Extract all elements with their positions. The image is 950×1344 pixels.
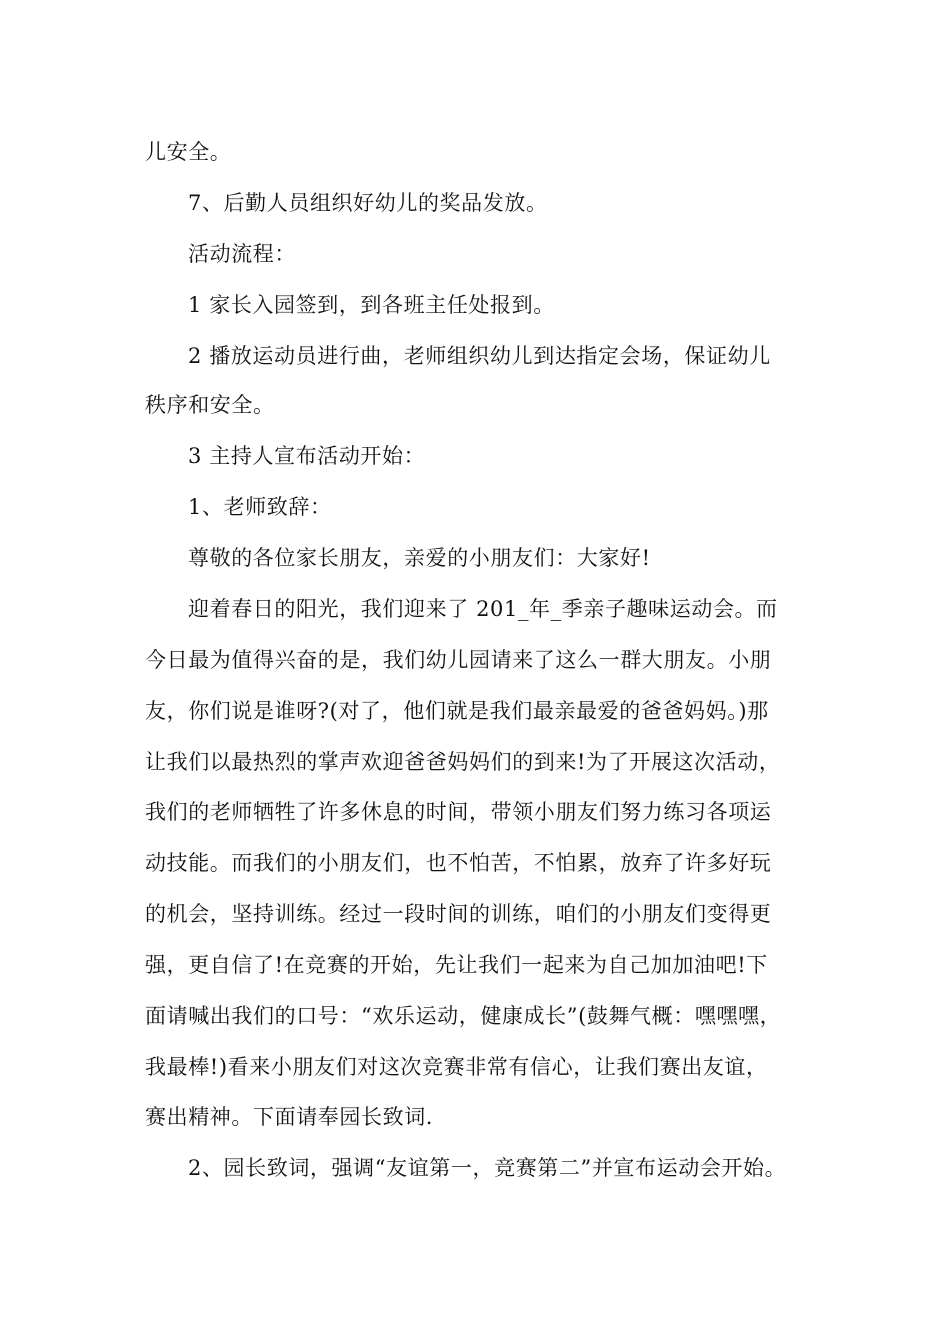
text-line: 活动流程： <box>188 242 296 266</box>
text-line: 强，更自信了!在竞赛的开始，先让我们一起来为自己加加油吧!下 <box>145 953 768 977</box>
text-line: 动技能。而我们的小朋友们，也不怕苦，不怕累，放弃了许多好玩 <box>145 851 772 875</box>
text-line: 儿安全。 <box>145 140 232 164</box>
text-line: 2 播放运动员进行曲，老师组织幼儿到达指定会场，保证幼儿 <box>188 344 771 368</box>
text-line: 我们的老师牺牲了许多休息的时间，带领小朋友们努力练习各项运 <box>145 800 772 824</box>
text-line: 的机会，坚持训练。经过一段时间的训练，咱们的小朋友们变得更 <box>145 902 772 926</box>
text-line: 让我们以最热烈的掌声欢迎爸爸妈妈们的到来!为了开展这次活动， <box>145 750 781 774</box>
text-line: 迎着春日的阳光，我们迎来了 201_年_季亲子趣味运动会。而 <box>188 597 778 621</box>
text-line: 秩序和安全。 <box>145 393 275 417</box>
text-line: 我最棒!)看来小朋友们对这次竞赛非常有信心，让我们赛出友谊， <box>145 1055 768 1079</box>
text-line: 今日最为值得兴奋的是，我们幼儿园请来了这么一群大朋友。小朋 <box>145 648 772 672</box>
text-line: 1 家长入园签到，到各班主任处报到。 <box>188 293 555 317</box>
text-line: 7、后勤人员组织好幼儿的奖品发放。 <box>188 191 548 215</box>
text-line: 赛出精神。下面请奉园长致词. <box>145 1105 434 1129</box>
text-line: 面请喊出我们的口号：“欢乐运动，健康成长”(鼓舞气概：嘿嘿嘿， <box>145 1004 782 1028</box>
text-line: 友，你们说是谁呀?(对了，他们就是我们最亲最爱的爸爸妈妈。)那 <box>145 699 769 723</box>
text-line: 尊敬的各位家长朋友，亲爱的小朋友们：大家好! <box>188 546 651 570</box>
text-line: 2、园长致词，强调“友谊第一，竞赛第二”并宣布运动会开始。 <box>188 1156 787 1180</box>
text-line: 1、老师致辞： <box>188 495 332 519</box>
text-line: 3 主持人宣布活动开始： <box>188 444 426 468</box>
